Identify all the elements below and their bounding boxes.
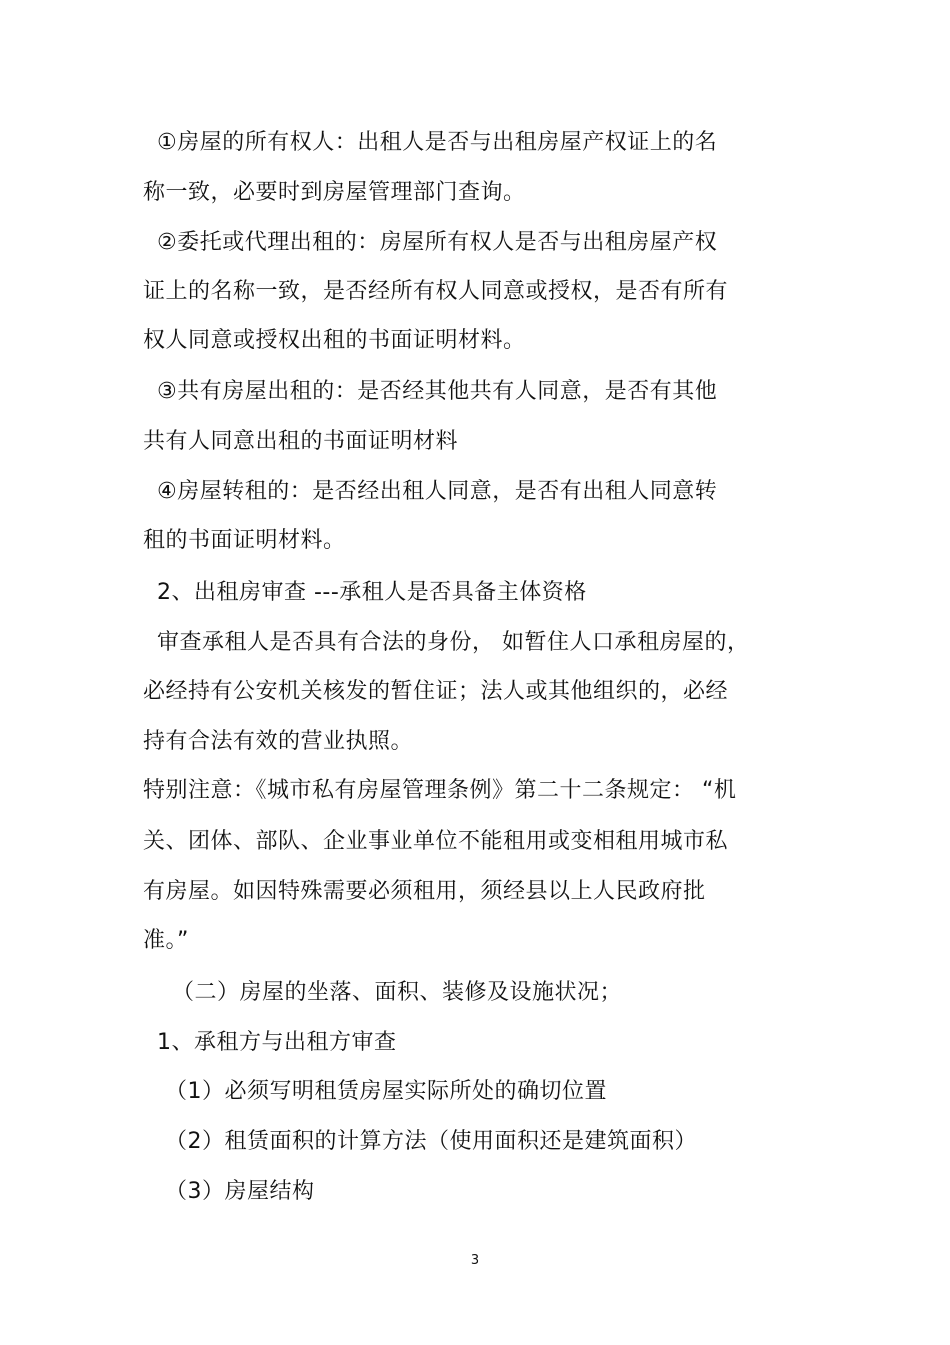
text-line-3: ②委托或代理出租的：房屋所有权人是否与出租房屋产权 bbox=[157, 230, 718, 255]
section-heading-er: （二）房屋的坐落、面积、装修及设施状况； bbox=[172, 980, 623, 1005]
text-line-5: 权人同意或授权出租的书面证明材料。 bbox=[143, 328, 526, 353]
text-line-4: 证上的名称一致，是否经所有权人同意或授权，是否有所有 bbox=[143, 279, 729, 304]
text-line-15: 关、团体、部队、企业事业单位不能租用或变相租用城市私 bbox=[143, 829, 729, 854]
text-line-8: ④房屋转租的：是否经出租人同意，是否有出租人同意转 bbox=[157, 479, 718, 504]
text-line-7: 共有人同意出租的书面证明材料 bbox=[143, 429, 459, 454]
page-number: 3 bbox=[470, 1253, 480, 1268]
text-line-12: 必经持有公安机关核发的暂住证；法人或其他组织的，必经 bbox=[143, 679, 729, 704]
text-line-17: 准。” bbox=[143, 928, 189, 953]
special-note-line: 特别注意：《城市私有房屋管理条例》第二十二条规定： “机 bbox=[143, 778, 737, 803]
text-line-1: ①房屋的所有权人：出租人是否与出租房屋产权证上的名 bbox=[157, 130, 718, 155]
text-line-16: 有房屋。如因特殊需要必须租用，须经县以上人民政府批 bbox=[143, 879, 706, 904]
section-heading-2: 2、出租房审查 ---承租人是否具备主体资格 bbox=[157, 580, 587, 605]
list-item-1: （1）必须写明租赁房屋实际所处的确切位置 bbox=[165, 1079, 607, 1104]
text-line-6: ③共有房屋出租的：是否经其他共有人同意，是否有其他 bbox=[157, 379, 718, 404]
text-line-11: 审查承租人是否具有合法的身份， 如暂住人口承租房屋的， bbox=[157, 630, 750, 655]
text-line-13: 持有合法有效的营业执照。 bbox=[143, 729, 414, 754]
subsection-heading-1: 1、承租方与出租方审查 bbox=[157, 1030, 397, 1055]
text-line-2: 称一致，必要时到房屋管理部门查询。 bbox=[143, 180, 526, 205]
list-item-3: （3）房屋结构 bbox=[165, 1179, 315, 1204]
text-line-9: 租的书面证明材料。 bbox=[143, 528, 346, 553]
list-item-2: （2）租赁面积的计算方法（使用面积还是建筑面积） bbox=[165, 1129, 697, 1154]
